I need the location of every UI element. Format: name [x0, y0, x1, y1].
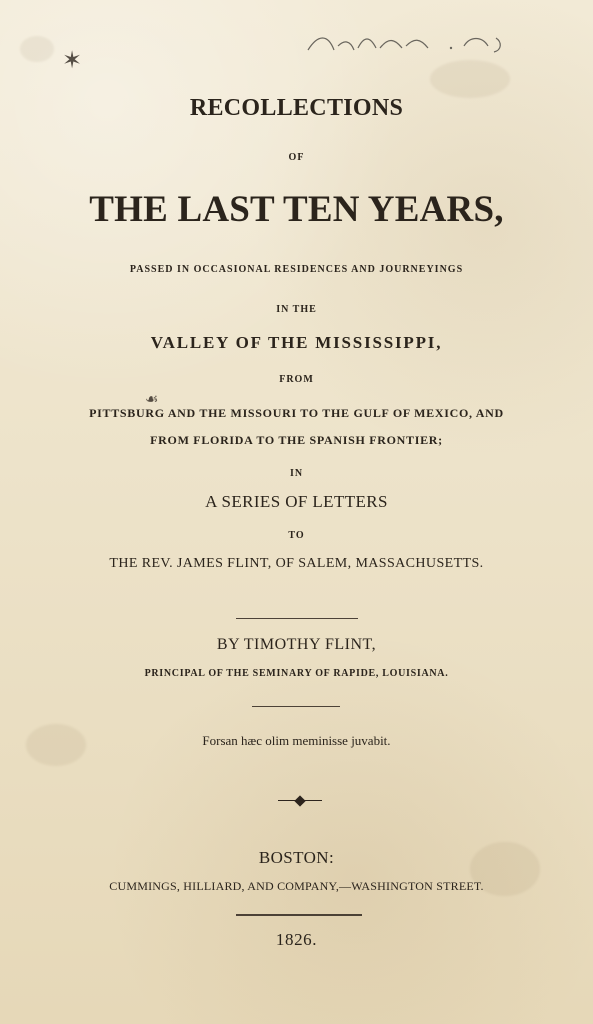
- author-line: BY TIMOTHY FLINT,: [216, 636, 377, 653]
- series-line: A SERIES OF LETTERS: [205, 492, 388, 511]
- author-title: PRINCIPAL OF THE SEMINARY OF RAPIDE, LOUISIANA.: [144, 668, 449, 679]
- bottom-divider: [236, 914, 362, 916]
- connector-in: IN: [289, 468, 304, 479]
- title-line-2: THE LAST TEN YEARS,: [89, 189, 504, 230]
- publisher-line: CUMMINGS, HILLIARD, AND COMPANY,—WASHINGTON STREET.: [109, 879, 484, 893]
- connector-in-the: IN THE: [276, 304, 317, 315]
- small-ink-mark-icon: ☙: [145, 392, 159, 408]
- city: BOSTON:: [258, 848, 335, 867]
- route-line-1: PITTSBURG AND THE MISSOURI TO THE GULF OF MEXICO, AND: [89, 406, 504, 420]
- route-line-2: FROM FLORIDA TO THE SPANISH FRONTIER;: [150, 433, 443, 447]
- title-line-1: RECOLLECTIONS: [189, 95, 404, 121]
- subtitle-line-2: VALLEY OF THE MISSISSIPPI,: [150, 333, 443, 352]
- paper-stain: [430, 60, 510, 98]
- connector-of: OF: [288, 152, 305, 163]
- paper-stain: [20, 36, 54, 62]
- middle-divider: [252, 706, 340, 707]
- recipient-line: THE REV. JAMES FLINT, OF SALEM, MASSACHUSETTS.: [109, 556, 484, 571]
- connector-from: FROM: [279, 374, 314, 385]
- quote: Forsan hæc olim meminisse juvabit.: [202, 733, 391, 748]
- handwritten-annotation: [300, 26, 510, 60]
- ink-blot-icon: ✶: [62, 48, 83, 74]
- top-divider: [236, 618, 358, 619]
- connector-to: TO: [288, 530, 305, 541]
- subtitle-line-1: PASSED IN OCCASIONAL RESIDENCES AND JOURNEYINGS: [129, 264, 464, 275]
- ornament-divider: [278, 797, 322, 805]
- publication-year: 1826.: [275, 930, 318, 949]
